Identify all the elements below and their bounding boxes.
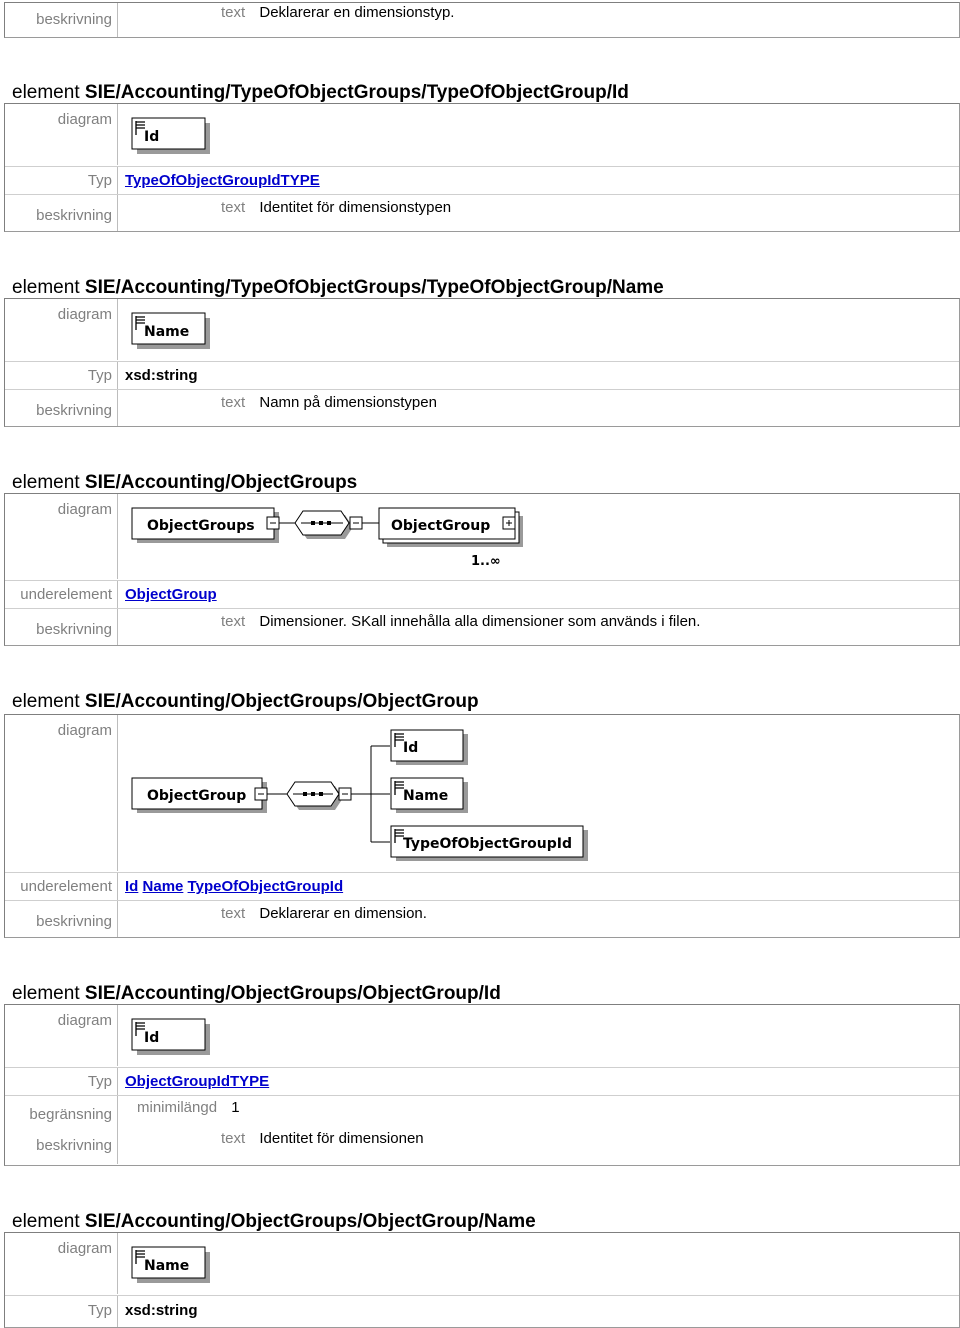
row-label-beskrivning: beskrivning bbox=[5, 390, 118, 426]
diagram-box-label: Name bbox=[403, 788, 449, 804]
section-box bbox=[4, 1232, 960, 1328]
text-key: text bbox=[221, 4, 246, 21]
type-value: xsd:string bbox=[125, 367, 198, 384]
diagram-box-label: TypeOfObjectGroupId bbox=[403, 836, 572, 852]
text-key: text bbox=[221, 905, 246, 922]
text-key: text bbox=[221, 199, 246, 216]
diagram-box-label: ObjectGroup bbox=[391, 518, 491, 534]
row-label-typ: Typ bbox=[5, 1068, 118, 1095]
description-text: Deklarerar en dimension. bbox=[259, 905, 427, 922]
diagram-box-label: Name bbox=[144, 324, 190, 340]
type-link[interactable]: TypeOfObjectGroupIdTYPE bbox=[125, 172, 320, 189]
section-box bbox=[4, 714, 960, 938]
diagram-box-label: Id bbox=[403, 740, 419, 756]
row-label-typ: Typ bbox=[5, 1296, 118, 1327]
objectgroups-diagram bbox=[131, 507, 531, 571]
element-diagram bbox=[131, 1018, 221, 1060]
description-text: Namn på dimensionstypen bbox=[259, 394, 437, 411]
description-text: Identitet för dimensionen bbox=[259, 1130, 424, 1147]
row-label-underelement: underelement bbox=[5, 581, 118, 608]
section-heading: element SIE/Accounting/TypeOfObjectGroups/TypeOfObjectGroup/Id bbox=[12, 82, 629, 103]
child-element-link[interactable]: Name bbox=[142, 878, 184, 895]
section-box bbox=[4, 1004, 960, 1166]
section-heading: element SIE/Accounting/ObjectGroups/ObjectGroup/Name bbox=[12, 1211, 536, 1232]
row-label-diagram: diagram bbox=[5, 299, 118, 360]
child-element-link[interactable]: Id bbox=[125, 878, 139, 895]
diagram-box-label: Name bbox=[144, 1258, 190, 1274]
row-label-diagram: diagram bbox=[5, 1005, 118, 1066]
row-label-beskrivning: beskrivning bbox=[5, 195, 118, 231]
element-diagram bbox=[131, 312, 221, 354]
type-link[interactable]: ObjectGroupIdTYPE bbox=[125, 1073, 270, 1090]
top-description-box bbox=[4, 2, 960, 38]
section-heading: element SIE/Accounting/ObjectGroups/ObjectGroup bbox=[12, 691, 479, 712]
description-text: Identitet för dimensionstypen bbox=[259, 199, 452, 216]
element-diagram bbox=[131, 117, 221, 159]
minlength-key: minimilängd bbox=[137, 1099, 218, 1116]
row-label-begransning: begränsning bbox=[5, 1096, 118, 1132]
row-label-beskrivning: beskrivning bbox=[5, 609, 118, 645]
row-label-typ: Typ bbox=[5, 167, 118, 194]
text-key: text bbox=[221, 1130, 246, 1147]
section-heading: element SIE/Accounting/TypeOfObjectGroups/TypeOfObjectGroup/Name bbox=[12, 277, 664, 298]
child-element-link[interactable]: ObjectGroup bbox=[125, 586, 217, 603]
section-box bbox=[4, 103, 960, 232]
row-label-beskrivning: beskrivning bbox=[5, 1132, 118, 1164]
row-label-underelement: underelement bbox=[5, 873, 118, 900]
row-label-beskrivning: beskrivning bbox=[5, 3, 118, 37]
row-label-diagram: diagram bbox=[5, 715, 118, 871]
text-key: text bbox=[221, 394, 246, 411]
row-label-diagram: diagram bbox=[5, 1233, 118, 1294]
row-label-beskrivning: beskrivning bbox=[5, 901, 118, 937]
child-element-link[interactable]: TypeOfObjectGroupId bbox=[187, 878, 344, 895]
description-text: Deklarerar en dimensionstyp. bbox=[259, 4, 455, 21]
minlength-value: 1 bbox=[231, 1099, 240, 1116]
section-box bbox=[4, 493, 960, 646]
row-label-typ: Typ bbox=[5, 362, 118, 389]
description-text: Dimensioner. SKall innehålla alla dimensioner som används i filen. bbox=[259, 613, 701, 630]
row-label-diagram: diagram bbox=[5, 104, 118, 165]
section-heading: element SIE/Accounting/ObjectGroups bbox=[12, 472, 358, 493]
section-heading: element SIE/Accounting/ObjectGroups/ObjectGroup/Id bbox=[12, 983, 501, 1004]
diagram-box-label: ObjectGroup bbox=[147, 788, 247, 804]
diagram-box-label: ObjectGroups bbox=[147, 518, 255, 534]
objectgroup-diagram bbox=[131, 727, 591, 867]
type-value: xsd:string bbox=[125, 1302, 198, 1319]
diagram-box-label: Id bbox=[144, 1030, 160, 1046]
section-box bbox=[4, 298, 960, 427]
element-diagram bbox=[131, 1246, 221, 1288]
diagram-box-label: Id bbox=[144, 129, 160, 145]
text-key: text bbox=[221, 613, 246, 630]
row-label-diagram: diagram bbox=[5, 494, 118, 579]
multiplicity-label: 1..∞ bbox=[471, 554, 501, 569]
